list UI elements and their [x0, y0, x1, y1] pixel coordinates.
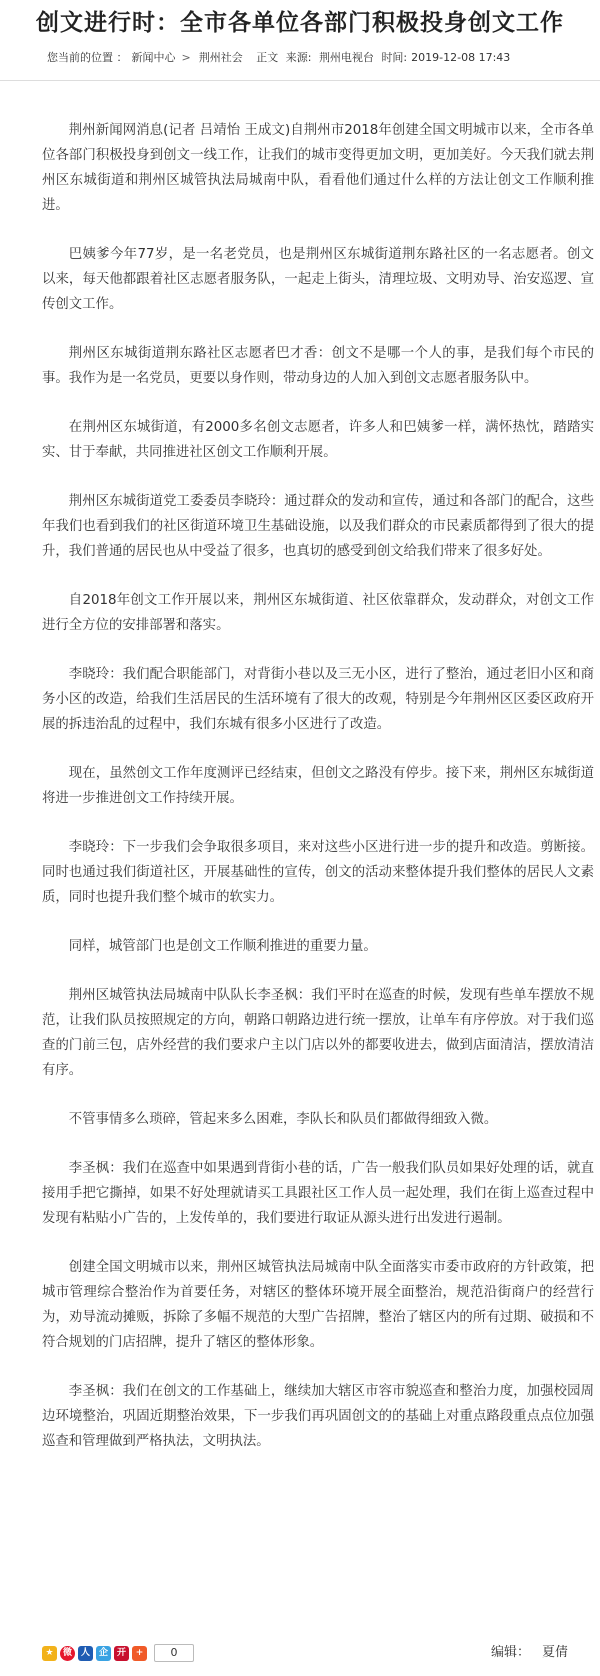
article-paragraph: 现在，虽然创文工作年度测评已经结束，但创文之路没有停步。接下来，荆州区东城街道将进一步推进创文工作持续开展。: [42, 766, 594, 806]
qzone-icon[interactable]: ★: [42, 1646, 57, 1661]
header-divider: [0, 80, 600, 81]
breadcrumb-link-jingzhou-society[interactable]: 荆州社会: [198, 51, 243, 64]
source-value: 荆州电视台: [318, 51, 374, 64]
source-label: 来源:: [285, 51, 312, 64]
breadcrumb-link-news-center[interactable]: 新闻中心: [131, 51, 176, 64]
article-body: [42, 118, 594, 1478]
article-meta: [47, 50, 514, 66]
breadcrumb-separator: >: [181, 51, 191, 64]
article-paragraph: 荆州区东城街道荆东路社区志愿者巴才香：创文不是哪一个人的事，是我们每个市民的事。我作为是一名党员，更要以身作则，带动身边的人加入到创文志愿者服务队中。: [42, 346, 594, 386]
share-count: 0: [154, 1644, 194, 1662]
time-value: 2019-12-08 17:43: [411, 51, 511, 64]
editor-name: 夏倩: [541, 1645, 568, 1660]
article-paragraph: 李圣枫：我们在创文的工作基础上，继续加大辖区市容市貌巡查和整治力度，加强校园周边环境整治，巩固近期整治效果，下一步我们再巩固创文的的基础上对重点路段重点点位加强巡查和管理做到严格执法，文明执法。: [42, 1384, 594, 1449]
editor-label: 编辑：: [490, 1645, 530, 1660]
article-paragraph: 不管事情多么琐碎，管起来多么困难，李队长和队员们都做得细致入微。: [68, 1112, 498, 1127]
article-title: 创文进行时：全市各单位各部门积极投身创文工作: [36, 10, 564, 36]
article-paragraph: 荆州区东城街道党工委委员李晓玲：通过群众的发动和宣传，通过和各部门的配合，这些年我们也看到我们的社区街道环境卫生基础设施，以及我们群众的市民素质都得到了很大的提升，我们普通的居民也从中受益了很多，也真切的感受到创文给我们带来了很多好处。: [42, 494, 594, 559]
article-paragraph: 自2018年创文工作开展以来，荆州区东城街道、社区依靠群众，发动群众，对创文工作进行全方位的安排部署和落实。: [42, 593, 594, 633]
article-paragraph: 在荆州区东城街道，有2000多名创文志愿者，许多人和巴姨爹一样，满怀热忱，踏踏实实、甘于奉献，共同推进社区创文工作顺利开展。: [42, 420, 594, 460]
article-paragraph: 巴姨爹今年77岁，是一名老党员，也是荆州区东城街道荆东路社区的一名志愿者。创文以来，每天他都跟着社区志愿者服务队，一起走上街头，清理垃圾、文明劝导、治安巡逻、宣传创文工作。: [42, 247, 594, 312]
article-paragraph: 同样，城管部门也是创文工作顺利推进的重要力量。: [68, 939, 377, 954]
share-bar: [42, 1643, 194, 1663]
time-label: 时间:: [381, 51, 408, 64]
editor-credit: [491, 1643, 568, 1663]
weibo-icon[interactable]: 微: [60, 1646, 75, 1661]
body-label: 正文: [256, 51, 279, 64]
renren-icon[interactable]: 人: [78, 1646, 93, 1661]
breadcrumb-prefix: 您当前的位置 ：: [47, 51, 128, 64]
tqq-icon[interactable]: 企: [96, 1646, 111, 1661]
article-paragraph: 荆州区城管执法局城南中队队长李圣枫：我们平时在巡查的时候，发现有些单车摆放不规范，让我们队员按照规定的方向，朝路口朝路边进行统一摆放，让单车有序停放。对于我们巡查的门前三包，店外经营的我们要求户主以门店以外的都要收进去，做到店面清洁，摆放清洁有序。: [42, 988, 594, 1078]
article-paragraph: 李晓玲：我们配合职能部门，对背街小巷以及三无小区，进行了整治，通过老旧小区和商务小区的改造，给我们生活居民的生活环境有了很大的改观，特别是今年荆州区区委区政府开展的拆违治乱的过程中，我们东城有很多小区进行了改造。: [42, 667, 594, 732]
article-paragraph: 创建全国文明城市以来，荆州区城管执法局城南中队全面落实市委市政府的方针政策，把城市管理综合整治作为首要任务，对辖区的整体环境开展全面整治，规范沿街商户的经营行为，劝导流动摊贩，拆除了多幅不规范的大型广告招牌，整治了辖区内的所有过期、破损和不符合规划的门店招牌，提升了辖区的整体形象。: [42, 1260, 594, 1350]
article-paragraph: 李圣枫：我们在巡查中如果遇到背街小巷的话，广告一般我们队员如果好处理的话，就直接用手把它撕掉，如果不好处理就请买工具跟社区工作人员一起处理，我们在街上巡查过程中发现有粘贴小广告的，上发传单的，我们要进行取证从源头进行出发进行遏制。: [42, 1161, 594, 1226]
article-paragraph: 荆州新闻网消息(记者 吕靖怡 王成文)自荆州市2018年创建全国文明城市以来，全市各单位各部门积极投身到创文一线工作，让我们的城市变得更加文明，更加美好。今天我们就去荆州区东城街道和荆州区城管执法局城南中队，看看他们通过什么样的方法让创文工作顺利推进。: [42, 123, 594, 213]
kaixin-icon[interactable]: 开: [114, 1646, 129, 1661]
article-paragraph: 李晓玲：下一步我们会争取很多项目，来对这些小区进行进一步的提升和改造。剪断接。同时也通过我们街道社区，开展基础性的宣传，创文的活动来整体提升我们整体的居民人文素质，同时也提升我们整个城市的软实力。: [42, 840, 594, 905]
more-icon[interactable]: +: [132, 1646, 147, 1661]
